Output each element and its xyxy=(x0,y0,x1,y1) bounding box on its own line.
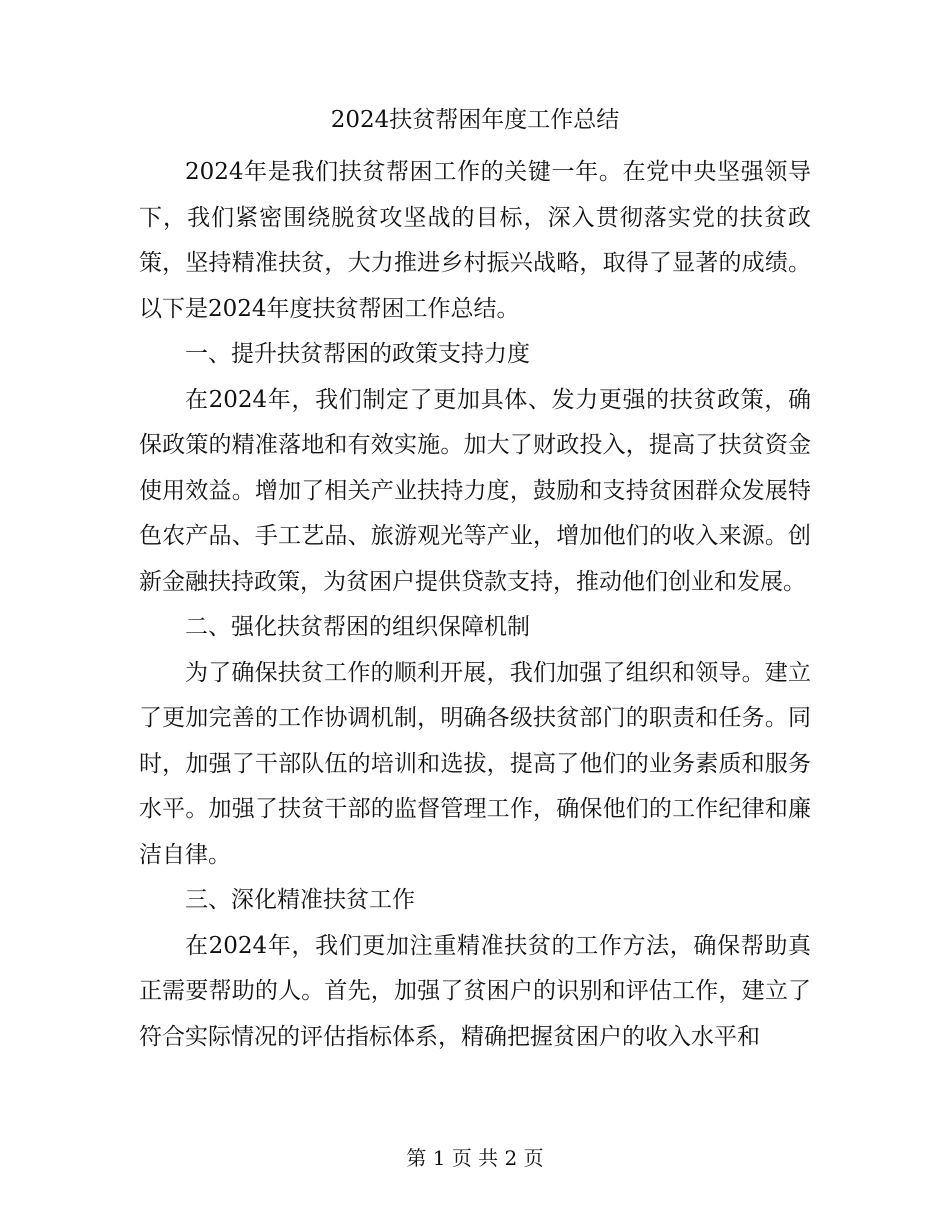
policy-support-paragraph: 在2024年，我们制定了更加具体、发力更强的扶贫政策，确保政策的精准落地和有效实施。加大了财政投入，提高了扶贫资金使用效益。增加了相关产业扶持力度，鼓励和支持贫困群众发展特色农产品、手工艺品、旅游观光等产业，增加他们的收入来源。创新金融扶持政策，为贫困户提供贷款支持，推动他们创业和发展。 xyxy=(139,386,811,595)
section-heading-policy-support: 一、提升扶贫帮困的政策支持力度 xyxy=(185,341,530,367)
intro-paragraph: 2024年是我们扶贫帮困工作的关键一年。在党中央坚强领导下，我们紧密围绕脱贫攻坚战的目标，深入贯彻落实党的扶贫政策，坚持精准扶贫，大力推进乡村振兴战略，取得了显著的成绩。以下是2024年度扶贫帮困工作总结。 xyxy=(139,159,811,322)
section-heading-organization: 二、强化扶贫帮困的组织保障机制 xyxy=(185,614,530,640)
section-heading-precision-poverty: 三、深化精准扶贫工作 xyxy=(185,887,415,913)
document-body xyxy=(139,150,811,1060)
organization-paragraph: 为了确保扶贫工作的顺利开展，我们加强了组织和领导。建立了更加完善的工作协调机制，明确各级扶贫部门的职责和任务。同时，加强了干部队伍的培训和选拔，提高了他们的业务素质和服务水平。加强了扶贫干部的监督管理工作，确保他们的工作纪律和廉洁自律。 xyxy=(139,659,811,868)
document-title: 2024扶贫帮困年度工作总结 xyxy=(330,107,620,133)
page-number: 第 1 页 共 2 页 xyxy=(406,1146,544,1170)
precision-poverty-paragraph: 在2024年，我们更加注重精准扶贫的工作方法，确保帮助真正需要帮助的人。首先，加强了贫困户的识别和评估工作，建立了符合实际情况的评估指标体系，精确把握贫困户的收入水平和 xyxy=(139,932,811,1050)
